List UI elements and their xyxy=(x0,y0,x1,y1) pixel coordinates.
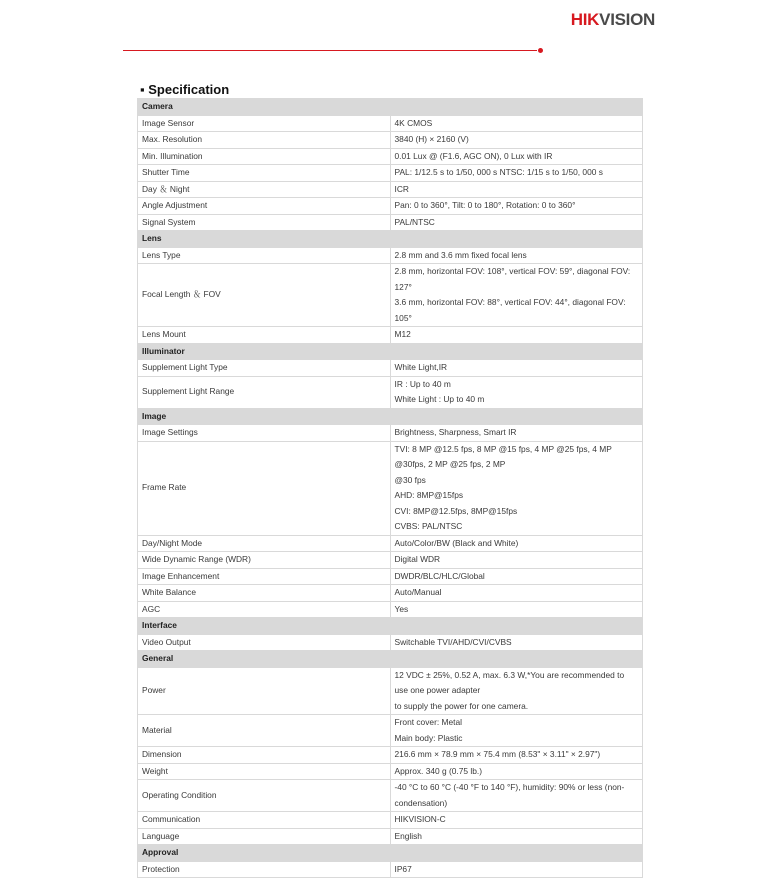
spec-row xyxy=(138,264,643,327)
spec-value xyxy=(390,780,643,812)
spec-table-body xyxy=(138,99,643,878)
spec-value-line: Digital WDR xyxy=(394,554,441,564)
spec-value-line: 216.6 mm × 78.9 mm × 75.4 mm (8.53" × 3.11" × 2.97") xyxy=(394,749,601,759)
spec-value-line: Auto/Manual xyxy=(394,587,442,597)
spec-value xyxy=(390,181,643,198)
section-header-row xyxy=(138,99,643,116)
spec-value-line: 3840 (H) × 2160 (V) xyxy=(394,134,469,144)
spec-label: Lens Type xyxy=(138,247,391,264)
spec-value-line: 12 VDC ± 25%, 0.52 A, max. 6.3 W,*You are recommended to use one power adapter xyxy=(394,669,625,695)
spec-label: Day ＆ Night xyxy=(138,181,391,198)
spec-row xyxy=(138,198,643,215)
spec-row xyxy=(138,441,643,535)
spec-label: Supplement Light Type xyxy=(138,360,391,377)
spec-table xyxy=(137,98,643,878)
section-header: General xyxy=(138,651,643,668)
spec-value-line: Main body: Plastic xyxy=(394,732,463,743)
spec-row xyxy=(138,115,643,132)
spec-label: Dimension xyxy=(138,747,391,764)
spec-value-line: Auto/Color/BW (Black and White) xyxy=(394,537,519,548)
spec-value-line: Approx. 340 g (0.75 lb.) xyxy=(394,765,483,776)
spec-value-line: English xyxy=(394,830,422,841)
spec-value-line: 4K CMOS xyxy=(394,117,433,128)
spec-value xyxy=(390,115,643,132)
spec-label: Signal System xyxy=(138,214,391,231)
spec-value-line: -40 °C to 60 °C (-40 °F to 140 °F), humidity: 90% or less (non-condensation) xyxy=(394,782,625,808)
spec-label: Shutter Time xyxy=(138,165,391,182)
logo-part-vision: VISION xyxy=(599,10,655,29)
section-header-row xyxy=(138,408,643,425)
spec-value xyxy=(390,535,643,552)
spec-label: Protection xyxy=(138,861,391,878)
spec-label: Operating Condition xyxy=(138,780,391,812)
spec-value xyxy=(390,198,643,215)
spec-value xyxy=(390,812,643,829)
section-header: Lens xyxy=(138,231,643,248)
spec-label: AGC xyxy=(138,601,391,618)
spec-row xyxy=(138,634,643,651)
spec-row xyxy=(138,828,643,845)
section-header: Camera xyxy=(138,99,643,116)
spec-value-line: IR : Up to 40 m xyxy=(394,378,451,389)
spec-value xyxy=(390,828,643,845)
spec-value-line: Pan: 0 to 360°, Tilt: 0 to 180°, Rotation: 0 to 360° xyxy=(394,200,576,210)
spec-value-line: 3.6 mm, horizontal FOV: 88°, vertical FOV: 44°, diagonal FOV: 105° xyxy=(394,297,626,323)
spec-row xyxy=(138,535,643,552)
spec-value-line: Front cover: Metal xyxy=(394,717,462,727)
section-header: Image xyxy=(138,408,643,425)
section-header: Interface xyxy=(138,618,643,635)
spec-value xyxy=(390,214,643,231)
spec-label: Lens Mount xyxy=(138,327,391,344)
spec-value-line: IP67 xyxy=(394,863,412,874)
spec-value xyxy=(390,132,643,149)
spec-label: Supplement Light Range xyxy=(138,376,391,408)
spec-label: Video Output xyxy=(138,634,391,651)
spec-label: Power xyxy=(138,667,391,715)
spec-value-line: Switchable TVI/AHD/CVI/CVBS xyxy=(394,636,512,647)
section-header-row xyxy=(138,651,643,668)
spec-value xyxy=(390,667,643,715)
spec-value-line: Yes xyxy=(394,603,409,614)
spec-value-line: PAL: 1/12.5 s to 1/50, 000 s NTSC: 1/15 s to 1/50, 000 s xyxy=(394,167,603,177)
header-rule-dot xyxy=(538,48,543,53)
spec-row xyxy=(138,376,643,408)
spec-label: Weight xyxy=(138,763,391,780)
spec-row xyxy=(138,132,643,149)
spec-value-line: M12 xyxy=(394,329,411,339)
spec-value-line: @30 fps xyxy=(394,474,426,485)
page-title: Specification xyxy=(148,82,230,97)
section-header-row xyxy=(138,343,643,360)
spec-label: Focal Length ＆ FOV xyxy=(138,264,391,327)
hikvision-logo xyxy=(571,10,655,30)
spec-value xyxy=(390,747,643,764)
section-header: Approval xyxy=(138,845,643,862)
spec-value xyxy=(390,264,643,327)
spec-row xyxy=(138,568,643,585)
section-heading: ▪ Specification xyxy=(140,82,230,97)
spec-value xyxy=(390,568,643,585)
spec-value-line: TVI: 8 MP @12.5 fps, 8 MP @15 fps, 4 MP @25 fps, 4 MP @30fps, 2 MP @25 fps, 2 MP xyxy=(394,443,612,469)
spec-value xyxy=(390,715,643,747)
spec-label: Image Sensor xyxy=(138,115,391,132)
spec-row xyxy=(138,601,643,618)
section-header-row xyxy=(138,845,643,862)
spec-value xyxy=(390,585,643,602)
spec-value-line: CVI: 8MP@12.5fps, 8MP@15fps xyxy=(394,505,518,516)
spec-value-line: DWDR/BLC/HLC/Global xyxy=(394,570,485,581)
section-header: Illuminator xyxy=(138,343,643,360)
spec-row xyxy=(138,247,643,264)
spec-value-line: 2.8 mm, horizontal FOV: 108°, vertical FOV: 59°, diagonal FOV: 127° xyxy=(394,266,631,292)
spec-value xyxy=(390,247,643,264)
spec-row xyxy=(138,763,643,780)
spec-label: Wide Dynamic Range (WDR) xyxy=(138,552,391,569)
spec-value xyxy=(390,763,643,780)
spec-value xyxy=(390,861,643,878)
spec-value xyxy=(390,360,643,377)
spec-value-line: 2.8 mm and 3.6 mm fixed focal lens xyxy=(394,249,527,260)
spec-row xyxy=(138,214,643,231)
spec-row xyxy=(138,360,643,377)
section-header-row xyxy=(138,618,643,635)
spec-value xyxy=(390,165,643,182)
spec-row xyxy=(138,585,643,602)
spec-row xyxy=(138,667,643,715)
spec-value xyxy=(390,601,643,618)
spec-value-line: ICR xyxy=(394,183,409,194)
spec-value xyxy=(390,441,643,535)
spec-value-line: Brightness, Sharpness, Smart IR xyxy=(394,427,517,437)
spec-label: Language xyxy=(138,828,391,845)
spec-row xyxy=(138,715,643,747)
spec-row xyxy=(138,327,643,344)
spec-value xyxy=(390,376,643,408)
spec-row xyxy=(138,780,643,812)
spec-label: Day/Night Mode xyxy=(138,535,391,552)
spec-row xyxy=(138,552,643,569)
spec-value xyxy=(390,634,643,651)
spec-label: Image Settings xyxy=(138,425,391,442)
spec-value-line: to supply the power for one camera. xyxy=(394,700,529,711)
spec-value-line: 0.01 Lux @ (F1.6, AGC ON), 0 Lux with IR xyxy=(394,150,553,161)
spec-value-line: CVBS: PAL/NTSC xyxy=(394,521,463,531)
spec-row xyxy=(138,861,643,878)
spec-label: Frame Rate xyxy=(138,441,391,535)
spec-label: Image Enhancement xyxy=(138,568,391,585)
spec-value-line: White Light,IR xyxy=(394,362,448,372)
spec-row xyxy=(138,747,643,764)
spec-value-line: AHD: 8MP@15fps xyxy=(394,490,464,500)
spec-row xyxy=(138,812,643,829)
header-rule xyxy=(123,50,537,51)
spec-value-line: PAL/NTSC xyxy=(394,216,435,227)
spec-row xyxy=(138,165,643,182)
spec-label: Communication xyxy=(138,812,391,829)
spec-value xyxy=(390,327,643,344)
spec-value-line: White Light : Up to 40 m xyxy=(394,394,485,404)
spec-label: Angle Adjustment xyxy=(138,198,391,215)
spec-label: White Balance xyxy=(138,585,391,602)
spec-row xyxy=(138,425,643,442)
section-header-row xyxy=(138,231,643,248)
spec-value xyxy=(390,148,643,165)
spec-row xyxy=(138,181,643,198)
spec-value xyxy=(390,425,643,442)
spec-label: Material xyxy=(138,715,391,747)
spec-value xyxy=(390,552,643,569)
spec-value-line: HIKVISION-C xyxy=(394,814,446,824)
spec-label: Min. Illumination xyxy=(138,148,391,165)
logo-part-hik: HIK xyxy=(570,10,600,29)
spec-label: Max. Resolution xyxy=(138,132,391,149)
spec-row xyxy=(138,148,643,165)
